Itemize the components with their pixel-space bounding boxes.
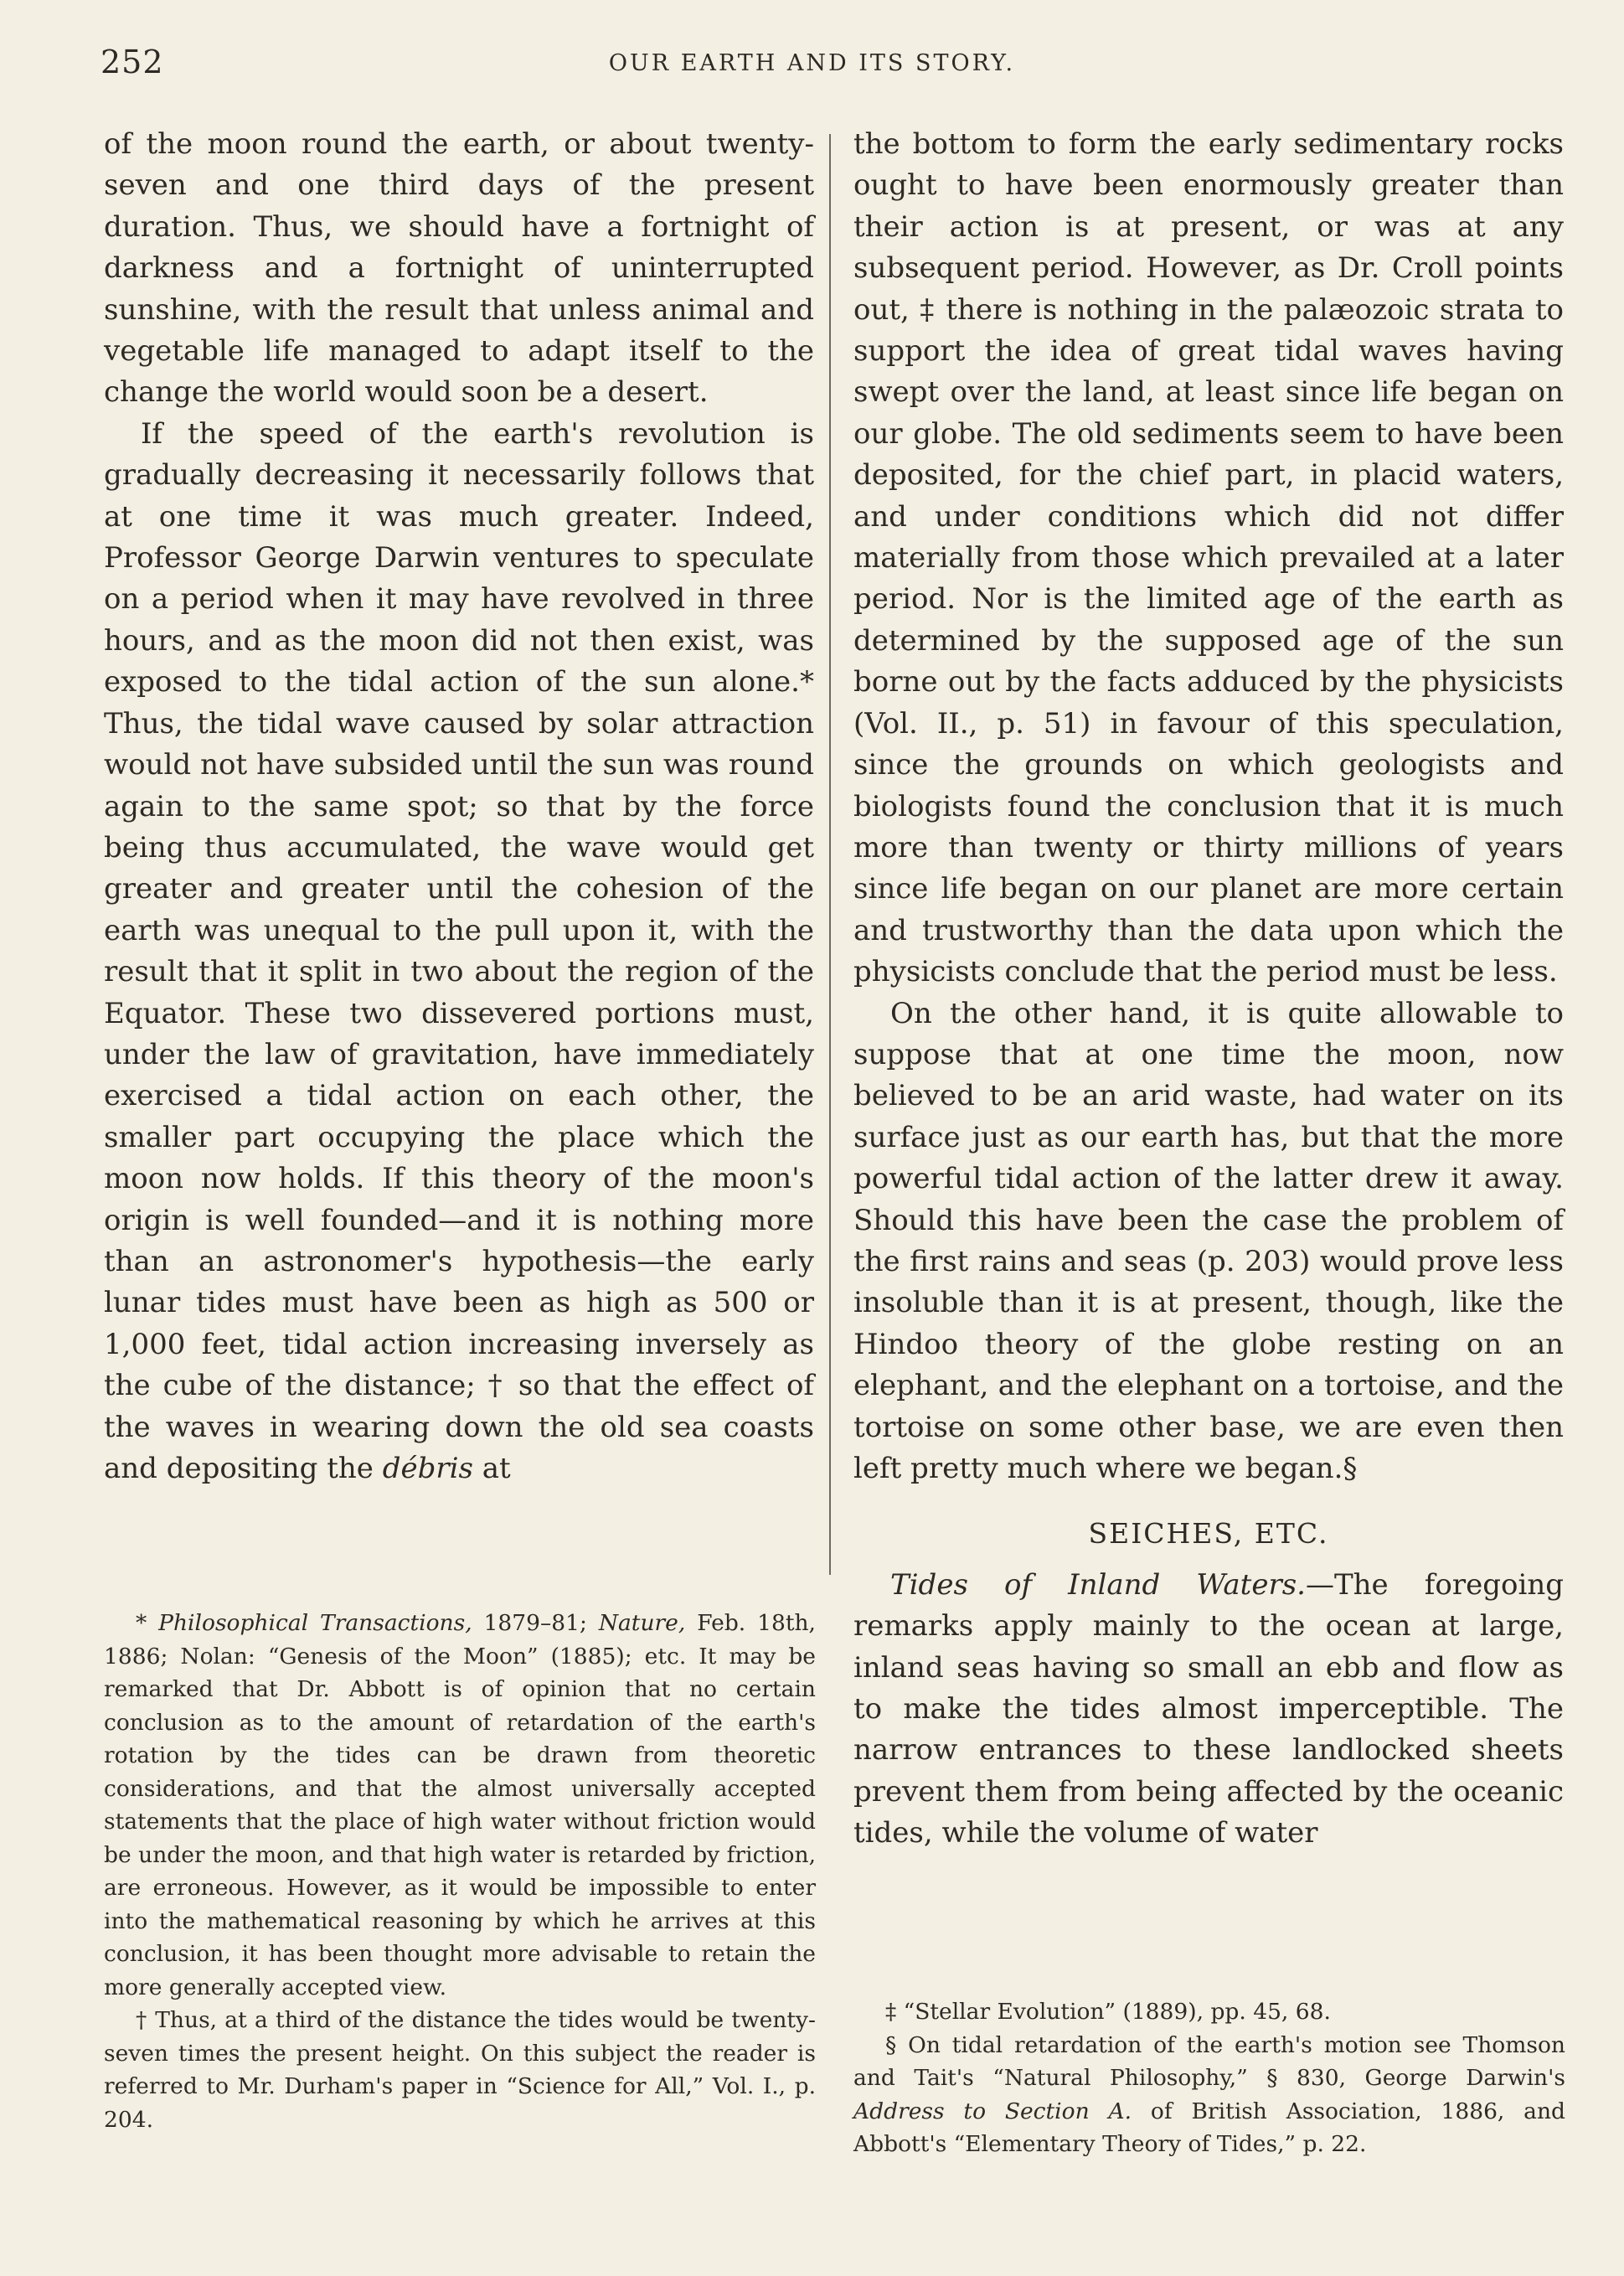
footnote-star-text-2: Feb. 18th, 1886; Nolan: “Genesis of the Moon” (1885); etc. It may be remarked that Dr. Abbott is of opinion that no certain conclusion as to the amount of retardation of the earth's rotation by the tides can be drawn from theoretic considerations, and that the almost universally accepted statements that the place of high water without friction would be under the moon, and that high water is retarded by friction, are erroneous. However, as it would be impossible to enter into the mathematical reasoning by which he arrives at this conclusion, it has been thought more advisable to retain the more generally accepted view. <box>104 1610 816 2000</box>
footnote-star-source-2: Nature, <box>598 1610 686 1636</box>
right-paragraph-1: the bottom to form the early sedimentary rocks ought to have been enormously greater than their action is at present, or was at any subsequent period. However, as Dr. Croll points out, ‡ there is nothing in the palæozoic strata to support the idea of great tidal waves having swept over the land, at least since life began on our globe. The old sediments seem to have been deposited, for the chief part, in placid waters, and under conditions which did not differ materially from those which prevailed at a later period. Nor is the limited age of the earth as determined by the supposed age of the sun borne out by the facts adduced by the physicists (Vol. II., p. 51) in favour of this speculation, since the grounds on which geologists and biologists found the conclusion that it is much more than twenty or thirty millions of years since life began on our planet are more certain and trustworthy than the data upon which the physicists conclude that the period must be less. <box>853 127 1564 989</box>
footnote-section-text-1: § On tidal retardation of the earth's motion see Thomson and Tait's “Natural Philosophy,” § 830, George Darwin's <box>853 2031 1565 2091</box>
footnote-star-mark: * <box>136 1610 147 1636</box>
footnote-star-source-1: Philosophical Transactions, <box>158 1610 472 1636</box>
page-number: 252 <box>101 44 164 80</box>
debris-italic: débris <box>382 1452 473 1485</box>
footnote-star <box>104 1607 816 2004</box>
right-column <box>853 124 1564 1855</box>
left-paragraph-2 <box>104 414 814 1490</box>
column-rule <box>829 134 831 1575</box>
right-paragraph-3-text: —The foregoing remarks apply mainly to the ocean at large, inland seas having so small an ebb and flow as to make the tides almost imperceptible. The narrow entrances to these landlocked sheets prevent them from being affected by the oceanic tides, while the volume of water <box>853 1567 1564 1850</box>
right-paragraph-2: On the other hand, it is quite allowable to suppose that at one time the moon, now believed to be an arid waste, had water on its surface just as our earth has, but that the more powerful tidal action of the latter drew it away. Should this have been the case the problem of the first rains and seas (p. 203) would prove less insoluble than it is at present, though, like the Hindoo theory of the globe resting on an elephant, and the elephant on a tortoise, and the tortoise on some other base, we are even then left pretty much where we began.§ <box>853 996 1564 1485</box>
left-column <box>104 124 814 1489</box>
right-footnotes <box>853 1995 1565 2161</box>
left-paragraph-1: of the moon round the earth, or about twenty-seven and one third days of the present duration. Thus, we should have a fortnight of darkness and a fortnight of uninterrupted sunshine, with the result that unless animal and vegetable life managed to adapt itself to the change the world would soon be a desert. <box>104 127 814 410</box>
left-footnotes <box>104 1607 816 2136</box>
left-paragraph-2-text: If the speed of the earth's revolution is gradually decreasing it necessarily follows that at one time it was much greater. Indeed, Professor George Darwin ventures to speculate on a period when it may have revolved in three hours, and as the moon did not then exist, was exposed to the tidal action of the sun alone.* Thus, the tidal wave caused by solar attraction would not have subsided until the sun was round again to the same spot; so that by the force being thus accumulated, the wave would get greater and greater until the cohesion of the earth was unequal to the pull upon it, with the result that it split in two about the region of the Equator. These two dissevered portions must, under the law of gravitation, have immediately exercised a tidal action on each other, the smaller part occupying the place which the moon now holds. If this theory of the moon's origin is well founded—and it is nothing more than an astronomer's hypothesis—the early lunar tides must have been as high as 500 or 1,000 feet, tidal action increasing inversely as the cube of the distance; † so that the effect of the waves in wearing down the old sea coasts and depositing the <box>104 416 814 1485</box>
footnote-section-italic: Address to Section A. <box>853 2098 1132 2124</box>
section-heading: SEICHES, ETC. <box>1088 1517 1329 1551</box>
footnote-section <box>853 2029 1565 2161</box>
footnote-dagger: † Thus, at a third of the distance the tides would be twenty-seven times the present height. On this subject the reader is referred to Mr. Durham's paper in “Science for All,” Vol. I., p. 204. <box>104 2007 816 2133</box>
running-head: OUR EARTH AND ITS STORY. <box>608 50 1016 76</box>
footnote-double-dagger: ‡ “Stellar Evolution” (1889), pp. 45, 68. <box>885 1999 1331 2025</box>
footnote-section-text-2: of British Association, 1886, and Abbott's “Elementary Theory of Tides,” p. 22. <box>853 2098 1565 2157</box>
footnote-star-text-1: 1879–81; <box>483 1610 587 1636</box>
tides-inland-waters-title: Tides of Inland Waters. <box>890 1567 1306 1602</box>
right-paragraph-3 <box>853 1565 1564 1855</box>
left-paragraph-2-end: at <box>482 1452 511 1485</box>
